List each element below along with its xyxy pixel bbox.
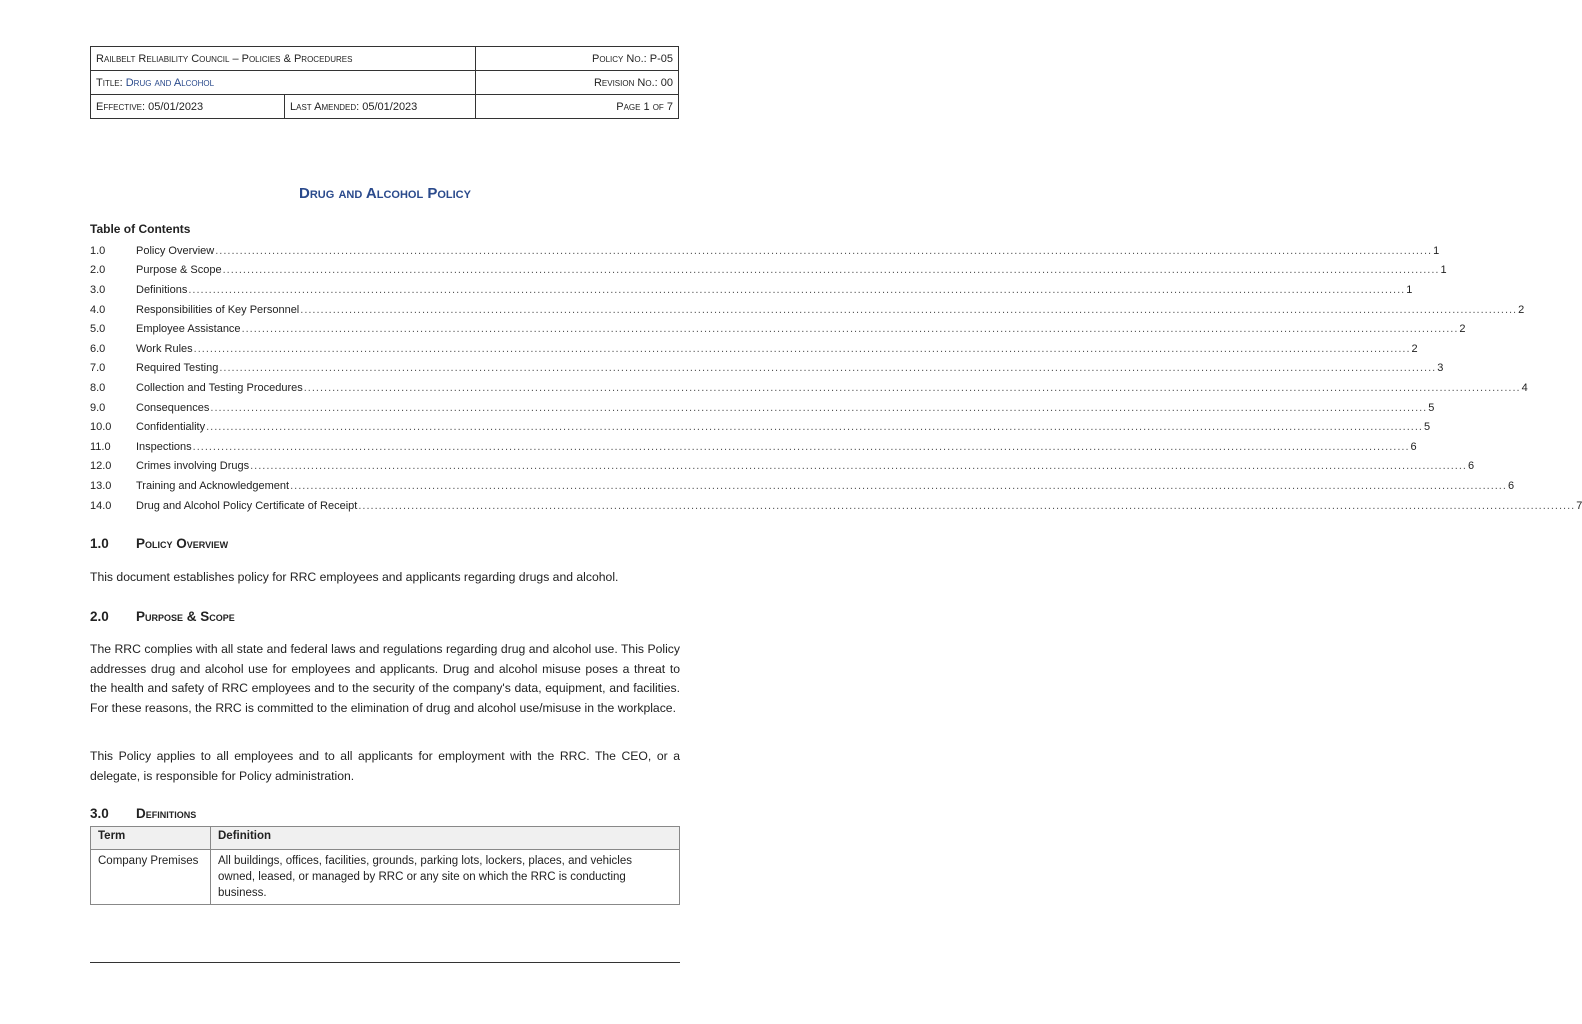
toc-item-number: 2.0 — [90, 264, 106, 277]
table-of-contents — [90, 241, 1582, 515]
toc-item-number: 8.0 — [90, 381, 106, 394]
toc-item-page: 2 — [1459, 323, 1466, 336]
toc-item-label: Work Rules — [136, 342, 193, 355]
toc-item[interactable] — [90, 319, 1466, 339]
table-row — [91, 850, 680, 905]
toc-item-number: 11.0 — [90, 440, 111, 453]
toc-item-label: Purpose & Scope — [136, 264, 222, 277]
toc-leader-dots: ............................................................................................................................................................................................................................................................................................................ — [303, 381, 1521, 394]
toc-item-label: Confidentiality — [136, 421, 206, 434]
toc-item-page: 7 — [1576, 499, 1582, 512]
toc-item[interactable] — [90, 339, 1418, 359]
revision-number: Revision No.: 00 — [476, 71, 679, 95]
org-policies-line: Railbelt Reliability Council – Policies & Procedures — [91, 47, 476, 71]
toc-item-page: 5 — [1423, 421, 1431, 434]
toc-leader-dots: ............................................................................................................................................................................................................................................................................................................ — [358, 499, 1576, 512]
toc-item-number: 14.0 — [90, 499, 112, 512]
toc-leader-dots: ............................................................................................................................................................................................................................................................................................................ — [300, 303, 1518, 316]
section-number: 2.0 — [90, 609, 109, 624]
toc-item-number: 6.0 — [90, 342, 106, 355]
toc-leader-dots: ............................................................................................................................................................................................................................................................................................................ — [188, 283, 1406, 296]
toc-item-page: 3 — [1437, 362, 1444, 375]
toc-item-number: 13.0 — [90, 479, 112, 492]
toc-item-number: 1.0 — [90, 244, 106, 257]
section-heading-purpose-scope — [90, 609, 235, 624]
toc-item[interactable] — [90, 437, 1417, 457]
footer-divider — [90, 962, 680, 963]
toc-item-number: 4.0 — [90, 303, 106, 316]
toc-item-number: 9.0 — [90, 401, 106, 414]
toc-leader-dots: ............................................................................................................................................................................................................................................................................................................ — [250, 460, 1467, 473]
toc-item[interactable] — [90, 398, 1435, 418]
toc-item[interactable] — [90, 241, 1440, 261]
toc-leader-dots: ............................................................................................................................................................................................................................................................................................................ — [222, 264, 1440, 277]
toc-item-label: Definitions — [136, 283, 188, 296]
toc-item-page: 6 — [1507, 479, 1515, 492]
page-number: Page 1 of 7 — [476, 95, 679, 119]
effective-date: Effective: 05/01/2023 — [91, 95, 285, 119]
toc-item-page: 6 — [1467, 460, 1475, 473]
toc-item-page: 5 — [1428, 401, 1435, 414]
toc-item-label: Inspections — [136, 440, 192, 453]
toc-item-number: 12.0 — [90, 460, 112, 473]
toc-item-number: 7.0 — [90, 362, 106, 375]
policy-overview-paragraph: This document establishes policy for RRC employees and applicants regarding drugs and alcohol. — [90, 570, 619, 584]
section-title: Policy Overview — [136, 536, 229, 551]
section-number: 1.0 — [90, 536, 109, 551]
toc-item-page: 4 — [1521, 381, 1528, 394]
toc-item[interactable] — [90, 378, 1528, 398]
toc-item-label: Responsibilities of Key Personnel — [136, 303, 300, 316]
section-title: Definitions — [136, 806, 197, 821]
policy-title-value: Drug and Alcohol — [125, 76, 215, 89]
definition-term: Company Premises — [91, 850, 211, 905]
toc-item-page: 6 — [1410, 440, 1417, 453]
toc-item[interactable] — [90, 457, 1475, 477]
toc-item-label: Crimes involving Drugs — [136, 460, 250, 473]
policy-number: Policy No.: P-05 — [476, 47, 679, 71]
document-title: Drug and Alcohol Policy — [299, 185, 471, 202]
toc-heading: Table of Contents — [90, 222, 191, 236]
column-header-definition: Definition — [211, 827, 680, 850]
toc-item-page: 1 — [1440, 264, 1447, 277]
document-header-table — [90, 46, 679, 119]
toc-leader-dots: ............................................................................................................................................................................................................................................................................................................ — [219, 362, 1437, 375]
purpose-scope-paragraph-1: The RRC complies with all state and federal laws and regulations regarding drug and alcohol use. This Policy addresses drug and alcohol use for employees and applicants. Drug and alcohol misuse poses a threat to the health and safety of RRC employees and to the security of the company's data, equipment, and facilities. For these reasons, the RRC is committed to the elimination of drug and alcohol use/misuse in the workplace. — [90, 642, 680, 715]
section-heading-definitions — [90, 806, 196, 821]
toc-item-label: Collection and Testing Procedures — [136, 381, 303, 394]
toc-item[interactable] — [90, 261, 1447, 281]
policy-title-label: Title: — [96, 76, 126, 89]
section-heading-policy-overview — [90, 536, 228, 551]
definitions-table — [90, 826, 680, 905]
toc-item-page: 2 — [1518, 303, 1525, 316]
section-title: Purpose & Scope — [136, 609, 235, 624]
policy-title-cell — [91, 71, 476, 95]
toc-item-number: 10.0 — [90, 421, 112, 434]
toc-item-label: Drug and Alcohol Policy Certificate of Receipt — [136, 499, 358, 512]
section-number: 3.0 — [90, 806, 109, 821]
toc-item[interactable] — [90, 417, 1431, 437]
toc-leader-dots: ............................................................................................................................................................................................................................................................................................................ — [215, 244, 1433, 257]
toc-item[interactable] — [90, 496, 1582, 516]
toc-item-page: 1 — [1433, 244, 1440, 257]
toc-item[interactable] — [90, 476, 1515, 496]
toc-leader-dots: ............................................................................................................................................................................................................................................................................................................ — [210, 401, 1428, 414]
toc-item-number: 5.0 — [90, 323, 106, 336]
toc-item-label: Training and Acknowledgement — [136, 479, 290, 492]
toc-item-label: Required Testing — [136, 362, 219, 375]
toc-item[interactable] — [90, 280, 1413, 300]
definitions-header-row — [91, 827, 680, 850]
toc-item[interactable] — [90, 300, 1525, 320]
last-amended-date: Last Amended: 05/01/2023 — [285, 95, 476, 119]
toc-leader-dots: ............................................................................................................................................................................................................................................................................................................ — [290, 479, 1507, 492]
toc-leader-dots: ............................................................................................................................................................................................................................................................................................................ — [192, 440, 1410, 453]
toc-item-label: Consequences — [136, 401, 210, 414]
toc-item[interactable] — [90, 359, 1444, 379]
toc-leader-dots: ............................................................................................................................................................................................................................................................................................................ — [193, 342, 1411, 355]
toc-item-number: 3.0 — [90, 283, 106, 296]
toc-leader-dots: ............................................................................................................................................................................................................................................................................................................ — [206, 421, 1423, 434]
column-header-term: Term — [91, 827, 211, 850]
toc-item-page: 1 — [1406, 283, 1413, 296]
toc-leader-dots: ............................................................................................................................................................................................................................................................................................................ — [241, 323, 1459, 336]
definition-text: All buildings, offices, facilities, grounds, parking lots, lockers, places, and vehicles owned, leased, or managed by RRC or any site on which the RRC is conducting business. — [211, 850, 680, 905]
toc-item-page: 2 — [1411, 342, 1418, 355]
toc-item-label: Employee Assistance — [136, 323, 241, 336]
toc-item-label: Policy Overview — [136, 244, 215, 257]
purpose-scope-paragraph-2: This Policy applies to all employees and to all applicants for employment with the RRC. The CEO, or a delegate, is responsible for Policy administration. — [90, 749, 680, 783]
